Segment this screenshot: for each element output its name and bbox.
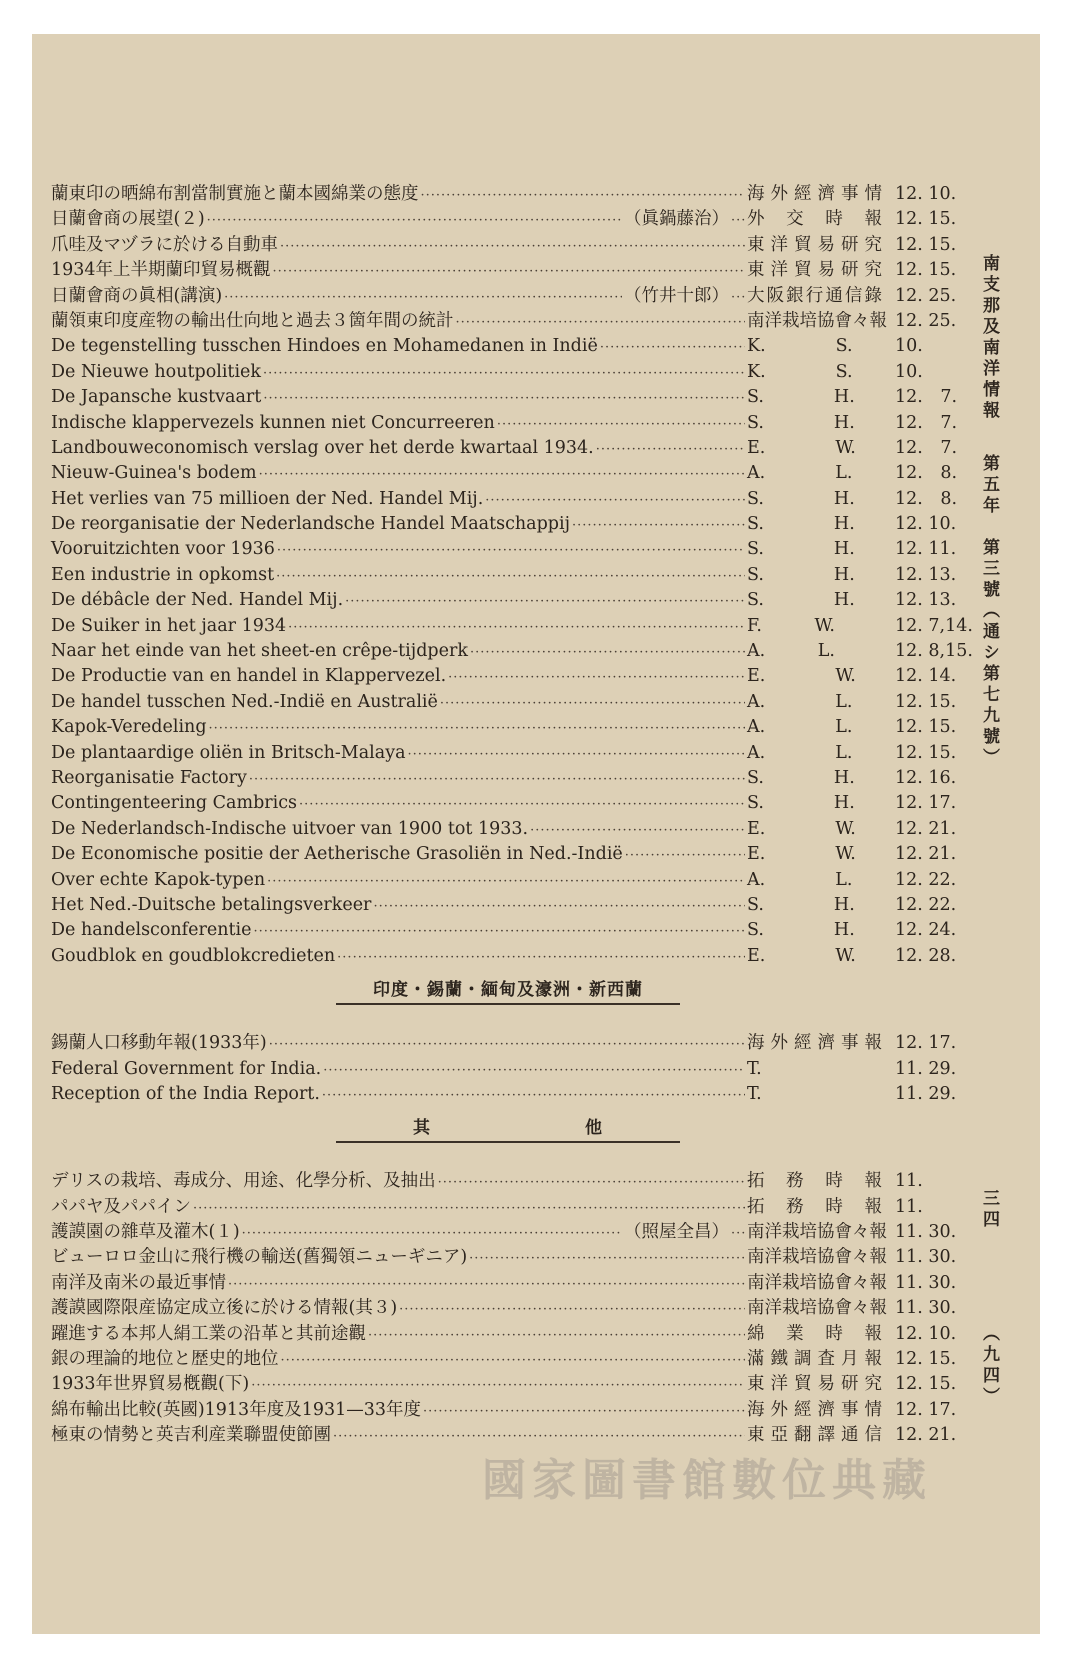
dot-leader	[253, 919, 745, 944]
entry-title: Het verlies van 75 millioen der Ned. Handel Mij.	[51, 488, 484, 509]
dot-leader	[572, 513, 745, 538]
entry-source: S. H.	[747, 767, 855, 788]
entry-date: 12. 15.	[895, 260, 957, 281]
dot-leader	[470, 640, 745, 665]
entry-source: S. H.	[747, 539, 855, 560]
entry-title: De Japansche kustvaart	[51, 387, 262, 408]
list-item	[51, 1296, 981, 1321]
entry-source: E. W.	[747, 437, 856, 458]
list-item	[51, 868, 981, 893]
list-item	[51, 918, 981, 943]
list-item	[51, 741, 981, 766]
dot-leader	[322, 1083, 745, 1108]
entry-date: 12. 15.	[895, 717, 957, 738]
dot-leader	[438, 1170, 745, 1195]
list-item	[51, 893, 981, 918]
entry-source: 海外經濟事情	[747, 184, 882, 204]
entry-date: 12. 14.	[895, 666, 957, 687]
list-item	[51, 1347, 981, 1372]
dot-leader	[276, 564, 745, 589]
entry-source: 大阪銀行通信錄	[747, 285, 882, 306]
entry-source: F. W.	[747, 615, 835, 636]
heading-char-right: 他	[585, 1118, 603, 1139]
dot-leader	[731, 285, 745, 310]
dot-leader	[448, 665, 745, 690]
entry-source: A. L.	[747, 463, 853, 484]
list-item	[51, 1372, 981, 1397]
dot-leader	[399, 1297, 745, 1322]
list-item	[51, 766, 981, 791]
entry-title: ビューロロ金山に飛行機の輸送(舊獨領ニューギニア)	[51, 1247, 468, 1268]
entry-title: 錫蘭人口移動年報(1933年)	[51, 1033, 267, 1054]
list-item	[51, 1031, 981, 1056]
entry-source: S. H.	[747, 894, 855, 915]
entry-date: 12. 28.	[895, 945, 957, 966]
entry-title: Goudblok en goudblokcredieten	[51, 945, 336, 966]
list-item	[51, 411, 981, 436]
entry-date: 10.	[895, 336, 923, 357]
dot-leader	[242, 1221, 622, 1246]
entry-source: 東洋貿易研究	[747, 260, 882, 281]
entry-date: 11. 30.	[895, 1247, 957, 1268]
entry-title: パパヤ及パパイン	[51, 1196, 191, 1217]
entry-date: 12. 7.	[895, 412, 958, 433]
entry-title: Kapok-Veredeling	[51, 717, 207, 738]
dot-leader	[373, 894, 745, 919]
entry-title: 蘭領東印度産物の輸出仕向地と過去３箇年間の統計	[51, 310, 454, 331]
entry-source: S. H.	[747, 514, 855, 535]
list-item	[51, 1398, 981, 1423]
list-item	[51, 791, 981, 816]
entry-source: 外 交 時 報	[747, 209, 882, 230]
dot-leader	[251, 1373, 745, 1398]
entry-title: 南洋及南米の最近事情	[51, 1272, 226, 1293]
entry-source: 海外經濟事情	[747, 1399, 882, 1420]
entry-source: E. W.	[747, 818, 856, 839]
entry-source: A. L.	[747, 717, 853, 738]
entry-date: 12. 15.	[895, 234, 957, 255]
entry-title: 1934年上半期蘭印貿易概觀	[51, 260, 271, 281]
dot-leader	[421, 183, 746, 208]
list-item	[51, 182, 981, 207]
entry-date: 11. 30.	[895, 1298, 957, 1319]
entry-date: 12. 8.	[895, 463, 958, 484]
section-other	[51, 1169, 981, 1448]
list-item	[51, 1245, 981, 1270]
dot-leader	[423, 1399, 745, 1424]
dot-leader	[209, 716, 745, 741]
list-item	[51, 537, 981, 562]
entry-date: 12. 16.	[895, 767, 957, 788]
entry-title: De débâcle der Ned. Handel Mij.	[51, 590, 344, 611]
entry-source: A. L.	[747, 742, 853, 763]
document-page	[32, 34, 1040, 1634]
entry-source: 滿鐵調査月報	[747, 1349, 882, 1370]
entry-date: 11. 30.	[895, 1272, 957, 1293]
entry-date: 12. 21.	[895, 818, 957, 839]
entry-source: T.	[747, 1083, 762, 1104]
entry-date: 12. 25.	[895, 285, 957, 306]
section-heading-label: 印度・錫蘭・緬甸及濠洲・新西蘭	[373, 980, 643, 1001]
entry-source: E. W.	[747, 945, 856, 966]
list-item	[51, 233, 981, 258]
dot-leader	[469, 1246, 745, 1271]
section-india	[51, 1031, 981, 1107]
entry-source: S. H.	[747, 564, 855, 585]
entry-source: S. H.	[747, 412, 855, 433]
entry-date: 12. 22.	[895, 869, 957, 890]
entry-title: De reorganisatie der Nederlandsche Handel Maatschappij	[51, 514, 571, 535]
dot-leader	[731, 208, 745, 233]
entry-title: Indische klappervezels kunnen niet Concurreeren	[51, 412, 495, 433]
watermark: 國家圖書館數位典藏	[482, 1455, 932, 1506]
entry-date: 12. 15.	[895, 209, 957, 230]
entry-title: 爪哇及マヅラに於ける自動車	[51, 234, 278, 255]
entry-date: 12. 21.	[895, 844, 957, 865]
entry-date: 12. 10.	[895, 514, 957, 535]
page-number-kanji: 三四	[979, 1189, 999, 1231]
entry-date: 12. 25.	[895, 310, 957, 331]
entry-title: De Suiker in het jaar 1934	[51, 615, 287, 636]
entry-title: De handel tusschen Ned.-Indië en Australië	[51, 691, 438, 712]
entry-title: 日蘭會商の眞相(講演)	[51, 285, 223, 306]
entry-source: 拓 務 時 報	[747, 1196, 882, 1217]
entry-title: 綿布輸出比較(英國)1913年度及1931—33年度	[51, 1399, 421, 1420]
entry-date: 12. 17.	[895, 793, 957, 814]
entry-date: 12. 15.	[895, 1374, 957, 1395]
dot-leader	[224, 285, 622, 310]
entry-title: 躍進する本邦人絹工業の沿革と其前途觀	[51, 1323, 366, 1344]
entry-date: 12. 13.	[895, 590, 957, 611]
list-item	[51, 664, 981, 689]
dot-leader	[408, 742, 745, 767]
entry-date: 12. 10.	[895, 1323, 957, 1344]
journal-title: 南支那及南洋情報	[979, 254, 999, 422]
entry-list	[51, 182, 981, 1449]
entry-source: A. L.	[747, 869, 853, 890]
entry-source: 南洋栽培協會々報	[747, 1247, 887, 1268]
list-item	[51, 309, 981, 334]
entry-date: 12. 8.	[895, 488, 958, 509]
entry-title: 蘭東印の晒綿布割當制實施と蘭本國綿業の態度	[51, 184, 419, 204]
entry-title: De Productie van en handel in Klappervezel.	[51, 666, 447, 687]
dot-leader	[193, 1196, 745, 1221]
entry-source: 南洋栽培協會々報	[747, 1272, 887, 1293]
list-item	[51, 1082, 981, 1107]
volume-info: 第五年 第三號（通シ第七九號）	[979, 454, 999, 769]
entry-author: （竹井十郎）	[624, 285, 729, 306]
entry-title: Nieuw-Guinea's bodem	[51, 463, 257, 484]
section-heading-other	[51, 1113, 981, 1163]
entry-date: 12. 13.	[895, 564, 957, 585]
entry-source: 綿 業 時 報	[747, 1323, 882, 1344]
entry-author: （眞鍋藤治）	[624, 209, 729, 230]
entry-title: Het Ned.-Duitsche betalingsverkeer	[51, 894, 372, 915]
entry-source: 南洋栽培協會々報	[747, 1222, 887, 1243]
list-item	[51, 487, 981, 512]
list-item	[51, 944, 981, 969]
entry-source: K. S.	[747, 361, 853, 382]
entry-source: 海外經濟事報	[747, 1033, 882, 1054]
dot-leader	[625, 843, 745, 868]
entry-date: 12. 22.	[895, 894, 957, 915]
entry-title: 護謨園の雜草及灌木(１)	[51, 1222, 240, 1243]
list-item	[51, 207, 981, 232]
entry-source: E. W.	[747, 844, 856, 865]
entry-title: 日蘭會商の展望(２)	[51, 209, 205, 230]
dot-leader	[249, 767, 745, 792]
list-item	[51, 1271, 981, 1296]
dot-leader	[456, 310, 746, 335]
dot-leader	[345, 589, 745, 614]
list-item	[51, 258, 981, 283]
entry-source: A. L.	[747, 641, 835, 662]
entry-date: 12. 17.	[895, 1399, 957, 1420]
entry-source: 南洋栽培協會々報	[747, 1298, 887, 1319]
list-item	[51, 715, 981, 740]
entry-source: S. H.	[747, 793, 855, 814]
entry-date: 11.	[895, 1171, 923, 1192]
entry-date: 12. 8,15.	[895, 641, 973, 662]
entry-date: 12. 7,14.	[895, 615, 973, 636]
dot-leader	[277, 538, 745, 563]
dot-leader	[263, 361, 745, 386]
section-heading-label	[336, 1113, 680, 1138]
dot-leader	[485, 488, 745, 513]
entry-date: 12. 15.	[895, 742, 957, 763]
entry-title: Over echte Kapok-typen	[51, 869, 266, 890]
entry-title: De Economische positie der Aetherische Grasoliën in Ned.-Indië	[51, 844, 623, 865]
list-item	[51, 334, 981, 359]
entry-title: De plantaardige oliën in Britsch-Malaya	[51, 742, 406, 763]
entry-source: S. H.	[747, 590, 855, 611]
list-item	[51, 842, 981, 867]
entry-date: 11. 29.	[895, 1083, 957, 1104]
dot-leader	[207, 208, 622, 233]
entry-author: （照屋全昌）	[624, 1222, 729, 1243]
dot-leader	[263, 386, 745, 411]
section-netherlands-indies	[51, 182, 981, 969]
entry-date: 12. 21.	[895, 1425, 957, 1446]
list-item	[51, 1220, 981, 1245]
dot-leader	[267, 869, 745, 894]
dot-leader	[368, 1323, 745, 1348]
entry-title: Landbouweconomisch verslag over het derde kwartaal 1934.	[51, 437, 594, 458]
entry-source: 東洋貿易研究	[747, 234, 882, 255]
list-item	[51, 1322, 981, 1347]
list-item	[51, 614, 981, 639]
entry-title: De Nederlandsch-Indische uitvoer van 1900 tot 1933.	[51, 818, 529, 839]
dot-leader	[497, 412, 745, 437]
list-item	[51, 588, 981, 613]
entry-date: 12. 7.	[895, 437, 958, 458]
entry-date: 10.	[895, 361, 923, 382]
list-item	[51, 1195, 981, 1220]
dot-leader	[299, 792, 745, 817]
list-item	[51, 1057, 981, 1082]
entry-date: 12. 24.	[895, 920, 957, 941]
entry-title: De handelsconferentie	[51, 920, 252, 941]
entry-title: De tegenstelling tusschen Hindoes en Mohamedanen in Indië	[51, 336, 598, 357]
list-item	[51, 385, 981, 410]
entry-date: 12. 17.	[895, 1033, 957, 1054]
entry-title: 極東の情勢と英吉利産業聯盟使節團	[51, 1425, 331, 1446]
entry-date: 12. 11.	[895, 539, 957, 560]
dot-leader	[731, 1221, 745, 1246]
entry-date: 11. 30.	[895, 1222, 957, 1243]
entry-source: T.	[747, 1058, 762, 1079]
list-item	[51, 284, 981, 309]
dot-leader	[273, 259, 745, 284]
entry-title: デリスの栽培、毒成分、用途、化學分析、及抽出	[51, 1171, 436, 1192]
entry-title: De Nieuwe houtpolitiek	[51, 361, 262, 382]
dot-leader	[281, 1348, 746, 1373]
entry-title: 銀の理論的地位と歴史的地位	[51, 1349, 279, 1370]
entry-date: 11. 29.	[895, 1058, 957, 1079]
entry-title: Reorganisatie Factory	[51, 767, 247, 788]
entry-source: 拓 務 時 報	[747, 1171, 882, 1192]
dot-leader	[269, 1032, 745, 1057]
entry-title: 1933年世界貿易槪觀(下)	[51, 1374, 250, 1395]
entry-title: Vooruitzichten voor 1936	[51, 539, 275, 560]
entry-title: Reception of the India Report.	[51, 1083, 320, 1104]
dot-leader	[337, 945, 745, 970]
section-divider	[336, 1141, 680, 1143]
dot-leader	[288, 615, 745, 640]
dot-leader	[596, 437, 745, 462]
dot-leader	[530, 818, 745, 843]
list-item	[51, 436, 981, 461]
entry-source: 南洋栽培協會々報	[747, 310, 887, 331]
dot-leader	[440, 691, 745, 716]
entry-source: 東亞翻譯通信	[747, 1425, 882, 1446]
entry-title: Een industrie in opkomst	[51, 564, 275, 585]
list-item	[51, 461, 981, 486]
section-heading-india	[51, 975, 981, 1025]
entry-source: S. H.	[747, 488, 855, 509]
entry-date: 12. 10.	[895, 184, 957, 204]
dot-leader	[323, 1058, 745, 1083]
entry-date: 12. 7.	[895, 387, 958, 408]
entry-date: 12. 15.	[895, 1349, 957, 1370]
entry-title: Federal Government for India.	[51, 1058, 322, 1079]
section-divider	[336, 1003, 680, 1005]
entry-source: E. W.	[747, 666, 856, 687]
entry-source: S. H.	[747, 920, 855, 941]
entry-date: 12. 15.	[895, 691, 957, 712]
entry-source: A. L.	[747, 691, 853, 712]
list-item	[51, 563, 981, 588]
dot-leader	[228, 1272, 745, 1297]
entry-title: Contingenteering Cambrics	[51, 793, 298, 814]
page-number-paren: （九四）	[979, 1324, 999, 1408]
list-item	[51, 360, 981, 385]
entry-date: 11.	[895, 1196, 923, 1217]
dot-leader	[600, 335, 745, 360]
entry-title: 護謨國際限産協定成立後に於ける情報(其３)	[51, 1298, 398, 1319]
entry-source: S. H.	[747, 387, 855, 408]
list-item	[51, 817, 981, 842]
list-item	[51, 639, 981, 664]
entry-title: Naar het einde van het sheet-en crêpe-tijdperk	[51, 641, 468, 662]
dot-leader	[259, 462, 745, 487]
entry-source: K. S.	[747, 336, 853, 357]
dot-leader	[280, 234, 745, 259]
list-item	[51, 512, 981, 537]
list-item	[51, 1169, 981, 1194]
heading-char-left: 其	[413, 1118, 431, 1139]
entry-source: 東洋貿易研究	[747, 1374, 882, 1395]
list-item	[51, 690, 981, 715]
